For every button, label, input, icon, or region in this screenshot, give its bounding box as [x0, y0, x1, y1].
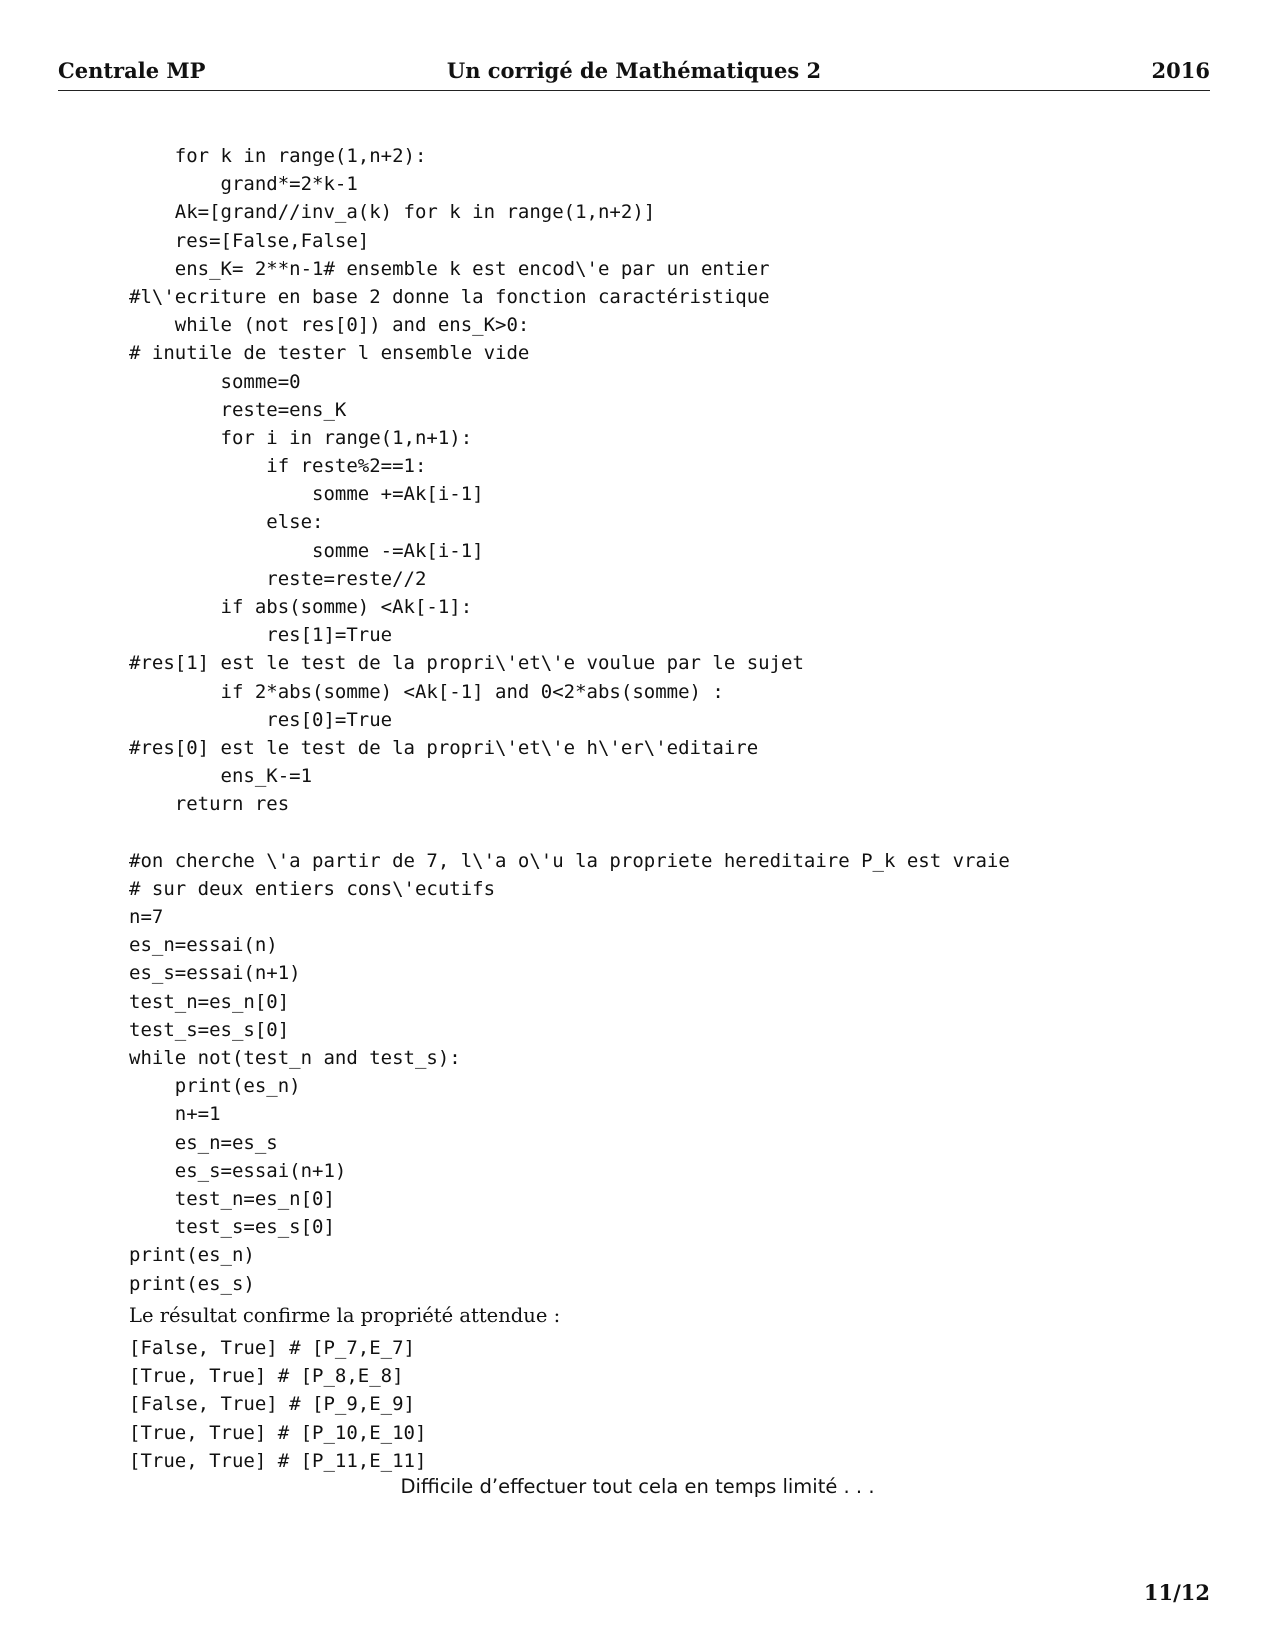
code-line: test_n=es_n[0] [129, 990, 290, 1013]
header-title: Un corrigé de Mathématiques 2 [446, 58, 822, 83]
code-line: if reste%2==1: [129, 455, 427, 478]
code-line: es_n=essai(n) [129, 934, 278, 957]
output-line: [True, True] # [P_10,E_10] [129, 1421, 427, 1444]
code-line: if 2*abs(somme) <Ak[-1] and 0<2*abs(somme) : [129, 680, 724, 703]
code-line: ens_K= 2**n-1# ensemble k est encod\'e par un entier [129, 257, 770, 280]
code-line: reste=reste//2 [129, 567, 427, 590]
code-line: #res[0] est le test de la propri\'et\'e h\'er\'editaire [129, 736, 759, 759]
header-year: 2016 [1151, 58, 1210, 83]
code-line: for k in range(1,n+2): [129, 145, 427, 167]
code-line: #on cherche \'a partir de 7, l\'a o\'u la propriete hereditaire P_k est vraie [129, 849, 1010, 872]
code-line: # sur deux entiers cons\'ecutifs [129, 877, 496, 900]
code-line: # inutile de tester l ensemble vide [129, 342, 530, 365]
code-line [129, 819, 1010, 847]
code-line: else: [129, 511, 324, 534]
output-line: [True, True] # [P_8,E_8] [129, 1365, 404, 1388]
code-line: while (not res[0]) and ens_K>0: [129, 314, 530, 337]
page-number: 11/12 [1143, 1580, 1210, 1605]
code-line: print(es_s) [129, 1272, 255, 1295]
code-line: n+=1 [129, 1103, 221, 1126]
code-line: res=[False,False] [129, 229, 370, 252]
code-line: test_s=es_s[0] [129, 1018, 290, 1041]
code-line: print(es_n) [129, 1244, 255, 1267]
code-line: ens_K-=1 [129, 765, 313, 788]
output-line: [False, True] # [P_9,E_9] [129, 1393, 415, 1416]
closing-remark: Difficile d’effectuer tout cela en temps limité . . . [400, 1475, 875, 1498]
code-line: #l\'ecriture en base 2 donne la fonction caractéristique [129, 285, 770, 308]
code-line: test_s=es_s[0] [129, 1216, 335, 1239]
code-line: Ak=[grand//inv_a(k) for k in range(1,n+2)] [129, 201, 656, 224]
code-line: es_n=es_s [129, 1131, 278, 1154]
result-statement: Le résultat confirme la propriété attendue : [129, 1304, 561, 1327]
code-line: return res [129, 793, 290, 816]
page-header [58, 56, 1210, 91]
code-line: res[0]=True [129, 708, 393, 731]
code-line: for i in range(1,n+1): [129, 426, 473, 449]
output-line: [False, True] # [P_7,E_7] [129, 1337, 415, 1359]
output-listing [129, 1334, 426, 1475]
code-line: if abs(somme) <Ak[-1]: [129, 596, 473, 618]
output-line: [True, True] # [P_11,E_11] [129, 1449, 427, 1472]
code-line: somme -=Ak[i-1] [129, 539, 484, 562]
code-line: print(es_n) [129, 1075, 301, 1098]
code-line: while not(test_n and test_s): [129, 1047, 461, 1069]
code-line: res[1]=True [129, 624, 393, 647]
header-left: Centrale MP [58, 58, 206, 83]
code-line: somme +=Ak[i-1] [129, 483, 484, 506]
code-line: es_s=essai(n+1) [129, 1159, 347, 1182]
code-line: es_s=essai(n+1) [129, 962, 301, 985]
code-line: grand*=2*k-1 [129, 173, 358, 196]
code-line: n=7 [129, 906, 164, 929]
code-line: reste=ens_K [129, 398, 347, 421]
code-line: somme=0 [129, 370, 301, 393]
code-listing [129, 142, 1010, 1298]
code-line: #res[1] est le test de la propri\'et\'e voulue par le sujet [129, 652, 804, 675]
code-line: test_n=es_n[0] [129, 1187, 335, 1210]
